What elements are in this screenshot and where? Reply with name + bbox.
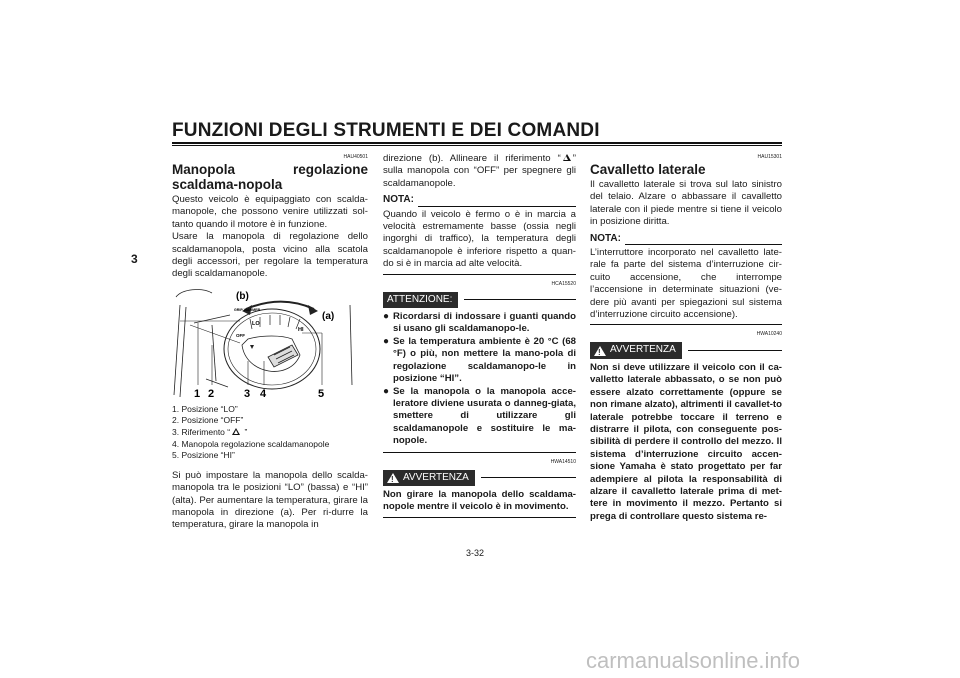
section-code: HCA15520 — [551, 280, 576, 287]
attention-heading — [383, 292, 576, 308]
callout-3: 3 — [244, 387, 251, 400]
section-heading: Manopola regolazione scaldama-nopola — [172, 162, 368, 192]
column-2 — [383, 153, 576, 524]
paragraph: Si può impostare la manopola dello scalda-manopola tra le posizioni “LO” (bassa) e “HI” (alta). Per aumentare la temperatura, girare la manopola in direzione (a). Per ri-durre la temperatura, girare la manopola in — [172, 469, 368, 531]
caption-item: 3. Riferimento “ ” — [172, 427, 248, 438]
warning-heading — [590, 342, 782, 358]
caption-item: 1. Posizione “LO” — [172, 403, 238, 414]
watermark: carmanualsonline.info — [586, 648, 801, 673]
label-a: (a) — [322, 310, 335, 322]
bullet-item: ● Ricordarsi di indossare i guanti quando si usano gli scaldamanopo-le. — [383, 311, 576, 335]
column-1 — [172, 152, 368, 532]
label-b: (b) — [236, 290, 249, 302]
bullet-item: ● Se la temperatura ambiente è 20 °C (68 °F) o più, non mettere la mano-pola di regolazione scaldamanopo-le in posizione “HI”. — [383, 335, 576, 385]
callout-4: 4 — [260, 387, 267, 400]
nota-text: L’interruttore incorporato nel cavalletto late-rale fa parte del sistema d’interruzione cir-cuito accensione, che interrompe l’accensione in determinate situazioni (ve-dere più avanti per spiegazioni sul sistema d’interruzione circuito accensione). — [590, 247, 782, 321]
header-rule-thin — [172, 145, 782, 146]
warning-badge: ! AVVERTENZA — [383, 470, 475, 486]
bullet-dot-icon: ● — [383, 311, 390, 323]
section-code: HAU40501 — [343, 154, 368, 160]
caption-item: 2. Posizione “OFF” — [172, 415, 244, 426]
nota-heading: NOTA: — [590, 233, 782, 245]
attention-badge: ATTENZIONE: — [383, 292, 458, 308]
off-text: OFF — [236, 332, 245, 338]
lo-text: LO — [252, 320, 260, 327]
header-rule — [172, 142, 782, 144]
bullet-dot-icon: ● — [383, 385, 390, 397]
grip-warmer-text: GRIP WARMER — [234, 307, 261, 312]
hi-text: HI — [298, 326, 304, 333]
paragraph: direzione (b). Allineare il riferimento “ ” sulla manopola con “OFF” per spegnere gli scaldamanopole. — [383, 153, 576, 189]
grip-warmer-figure — [172, 285, 366, 401]
caption-item: 4. Manopola regolazione scaldamanopole — [172, 438, 330, 449]
warning-text: Non si deve utilizzare il veicolo con il ca-valletto laterale abbassato, o se non può essere alzato correttamente (oppure se non rimane alzato), altrimenti il cavallet-to laterale potrebbe toccare il terreno e distrarre il pilota, con conseguente pos-sibilità di perdere il controllo del mezzo. Il sistema d’interruzione circuito accen-sione Yamaha è stato progettato per far adempiere al pilota la responsabilità di alzare il cavalletto laterale prima di met-tere in movimento il mezzo. Pertanto si prega di controllare questo sistema re- — [590, 361, 782, 522]
section-code: HWA10240 — [756, 331, 782, 338]
reference-triangle-icon — [563, 154, 571, 161]
attention-end-rule — [383, 452, 576, 453]
reference-triangle-icon — [232, 428, 240, 435]
chapter-tab: 3 — [131, 252, 138, 266]
page-header-title: FUNZIONI DEGLI STRUMENTI E DEI COMANDI — [172, 120, 600, 141]
page-number: 3-32 — [466, 548, 485, 558]
warning-end-rule — [383, 517, 576, 518]
paragraph: Questo veicolo è equipaggiato con scalda-manopole, che possono venire utilizzati sol-tanto quando il motore è in funzione. — [172, 194, 368, 230]
warning-heading — [383, 470, 576, 486]
section-code: HWA14510 — [550, 458, 576, 465]
callout-2: 2 — [208, 387, 215, 400]
bullet-item: ● Se la manopola o la manopola acce-leratore diviene usurata o danneg-giata, smettere di utilizzare gli scaldamanopole e sostituire le ma-nopole. — [383, 385, 576, 447]
nota-text: Quando il veicolo è fermo o è in marcia a velocità estremamente basse (ossia negli ingorghi di traffico), la temperatura degli scaldamanopole è inferiore rispetto a quan-do si è in marcia ad alte velocità. — [383, 208, 576, 270]
nota-end-rule — [590, 324, 782, 325]
section-code: HAU15301 — [757, 154, 782, 160]
column-3 — [590, 152, 782, 523]
caption-item: 5. Posizione “HI” — [172, 450, 235, 461]
section-heading: Cavalletto laterale — [590, 162, 706, 177]
warning-triangle-icon: ! — [594, 346, 606, 356]
paragraph: Usare la manopola di regolazione dello scaldamanopola, posta vicino alla scatola degli accessori, per regolare la temperatura degli scaldamanopole. — [172, 231, 368, 280]
nota-end-rule — [383, 274, 576, 275]
warning-triangle-icon: ! — [387, 473, 399, 483]
warning-text: Non girare la manopola dello scaldama-nopole mentre il veicolo è in movimento. — [383, 488, 576, 513]
grip-warmer-illustration — [172, 285, 366, 401]
paragraph: Il cavalletto laterale si trova sul lato sinistro del telaio. Alzare o abbassare il cavalletto laterale con il piede mentre si tiene il veicolo in posizione diritta. — [590, 179, 782, 228]
nota-heading: NOTA: — [383, 194, 576, 206]
figure-captions — [172, 404, 368, 462]
warning-badge: ! AVVERTENZA — [590, 342, 682, 358]
callout-5: 5 — [318, 387, 325, 400]
bullet-dot-icon: ● — [383, 335, 390, 347]
callout-1: 1 — [194, 387, 201, 400]
